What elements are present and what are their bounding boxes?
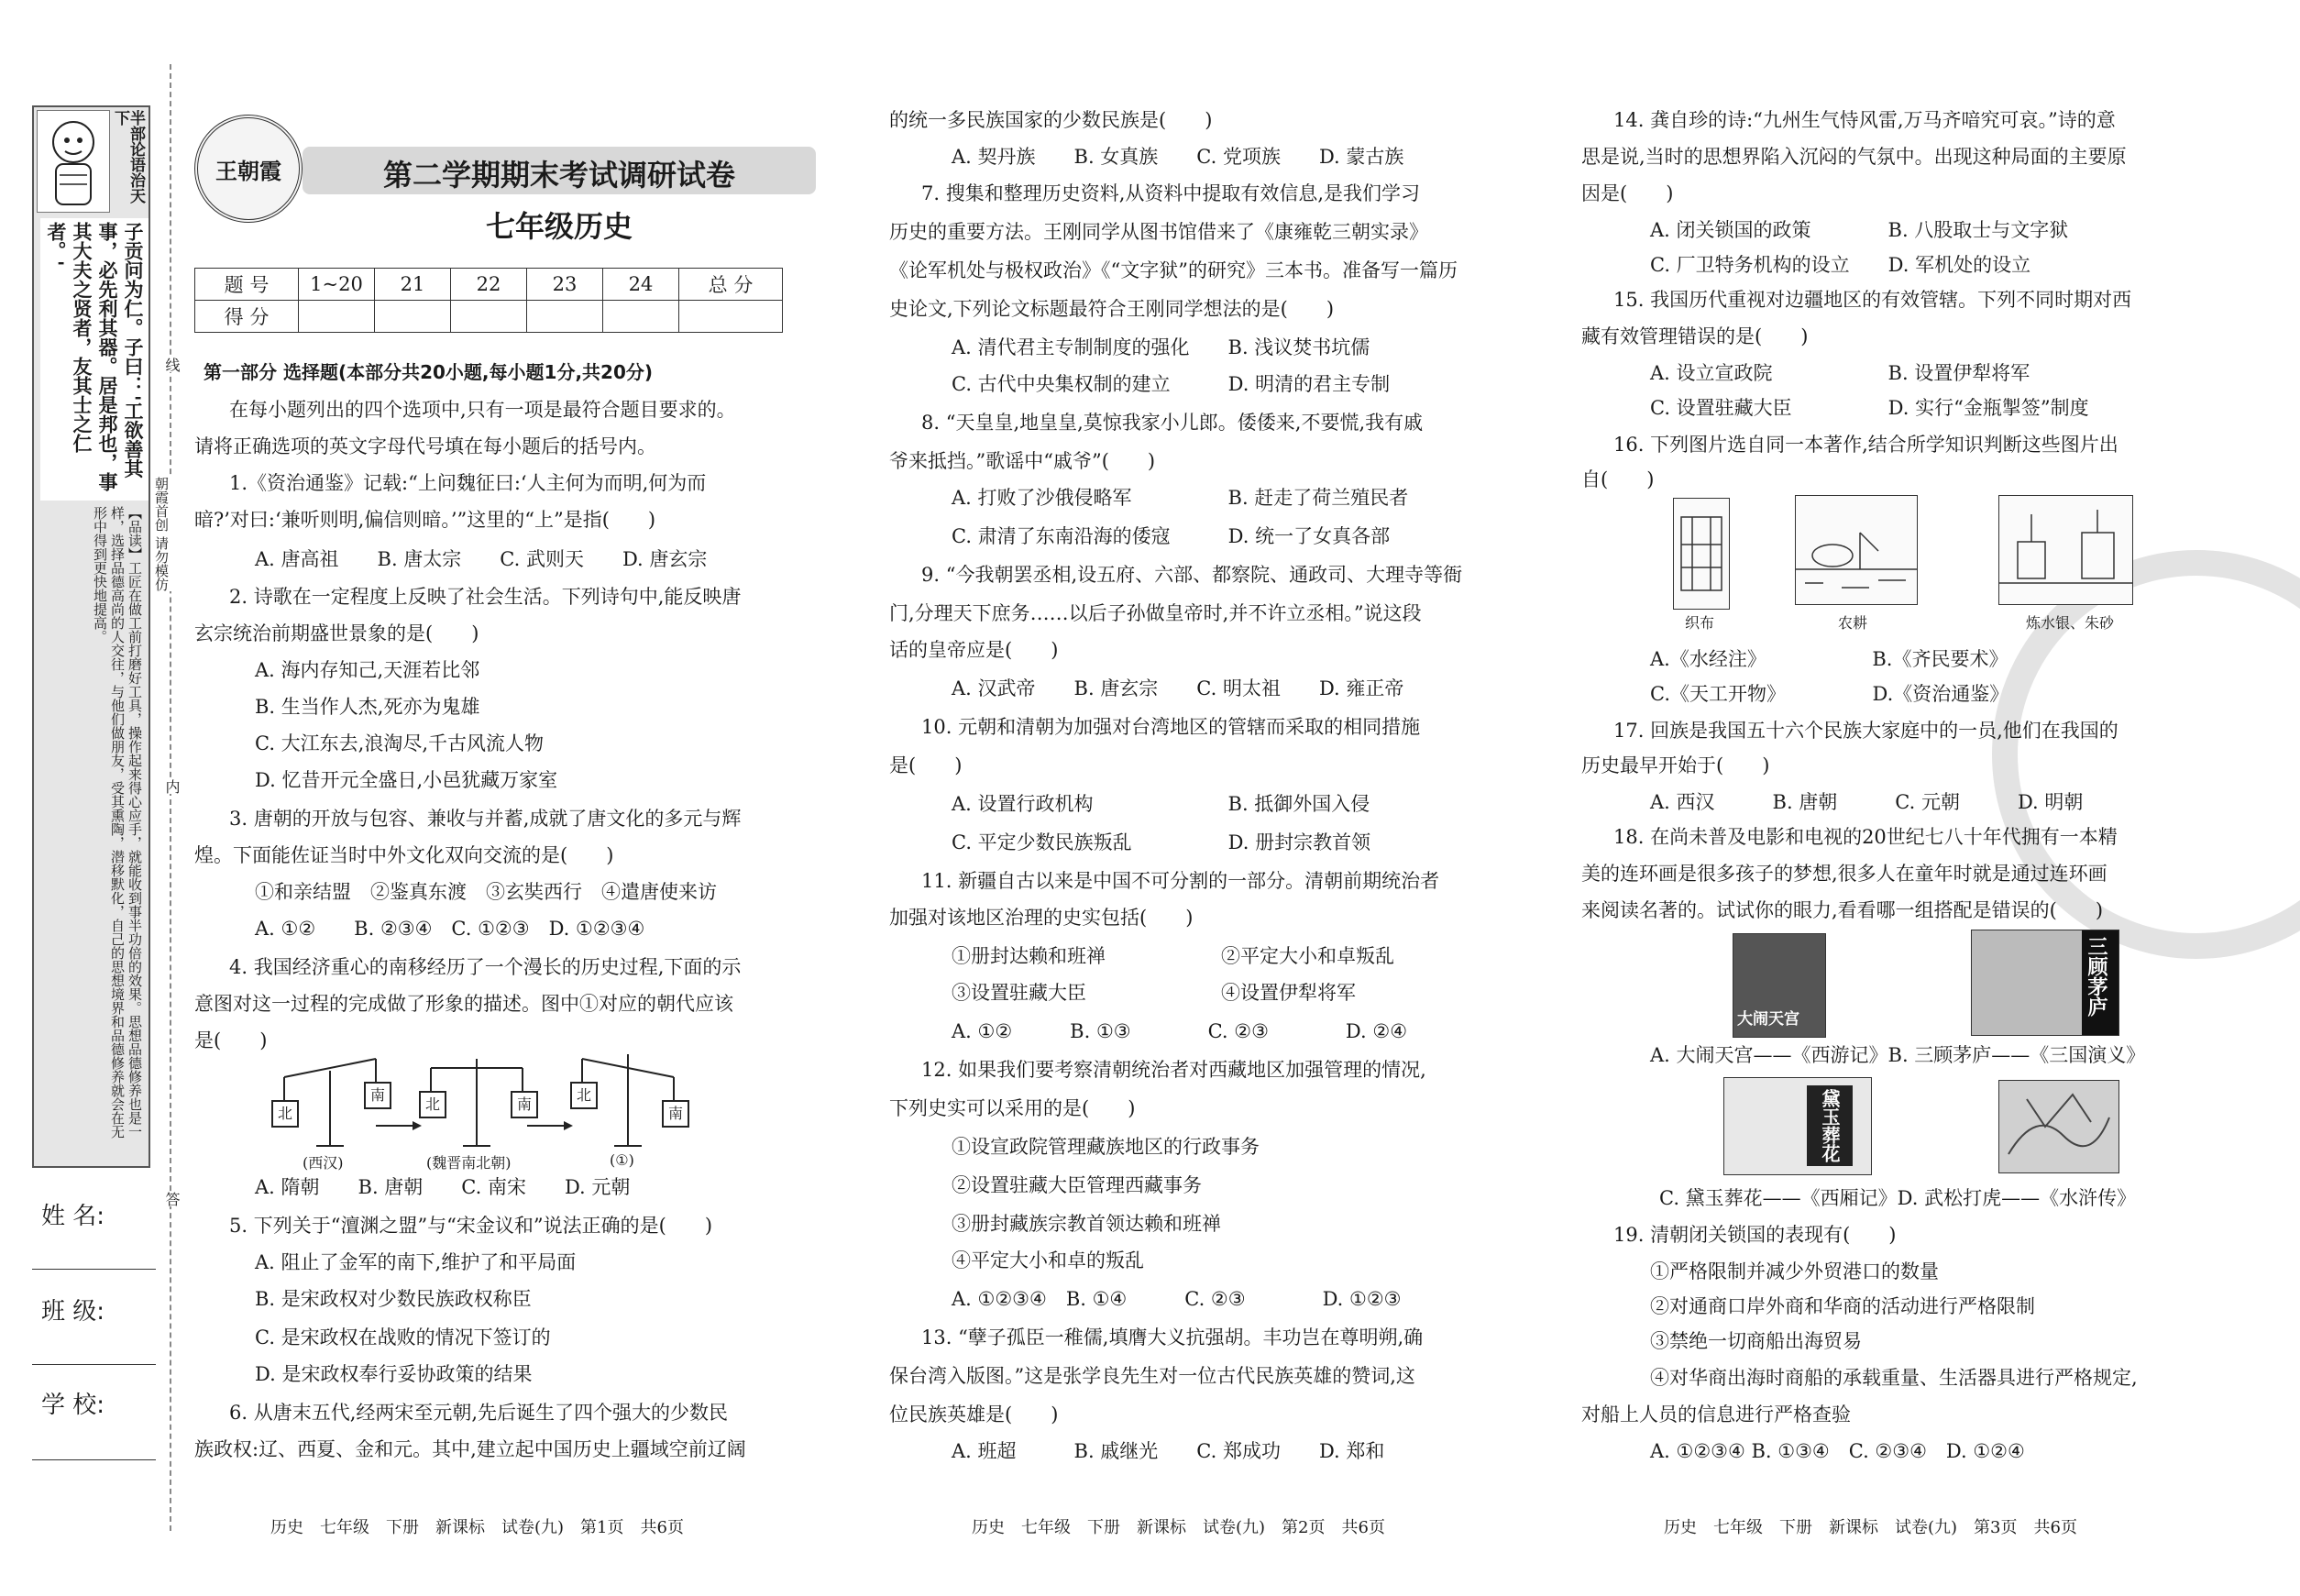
name-field[interactable] [32, 1269, 156, 1270]
tiger-image [1998, 1080, 2119, 1173]
q3-text: 3. 唐朝的开放与包容、兼收与并蓄,成就了唐文化的多元与辉 [229, 808, 742, 830]
q10-options: C. 平定少数民族叛乱 D. 册封宗教首领 [952, 831, 1371, 853]
q7-options: C. 古代中央集权制的建立 D. 明清的君主专制 [952, 373, 1391, 395]
q14-text: 因是( ) [1581, 182, 1674, 204]
q3-items: ①和亲结盟 ②鉴真东渡 ③玄奘西行 ④遣唐使来访 [255, 881, 717, 903]
fold-mark-2: 内 [163, 779, 181, 794]
q10-text: 10. 元朝和清朝为加强对台湾地区的管辖而采取的相同措施 [921, 716, 1421, 738]
q11-text: 加强对该地区治理的史实包括( ) [889, 907, 1194, 929]
balance-label: (魏晋南北朝) [426, 1154, 512, 1172]
q9-text: 9. “今我朝罢丞相,设五府、六部、都察院、通政司、大理寺等衙 [921, 564, 1463, 586]
q12-item: ④平定大小和卓的叛乱 [952, 1249, 1144, 1271]
part1-instruction: 在每小题列出的四个选项中,只有一项是最符合题目要求的。 [229, 399, 736, 421]
score-header-row [195, 269, 783, 301]
q4-text: 是( ) [194, 1029, 268, 1051]
comic-cover-title: 黛玉葬花 [1819, 1089, 1841, 1162]
balance-label: (①) [610, 1151, 634, 1169]
q2-option: C. 大江东去,浪淘尽,千古风流人物 [255, 732, 545, 754]
q19-item: ①严格限制并减少外贸港口的数量 [1650, 1260, 1939, 1282]
balance-south-pan: 南 [511, 1091, 538, 1118]
q14-options: A. 闭关锁国的政策 B. 八股取士与文字狱 [1650, 219, 2069, 241]
exam-subtitle: 七年级历史 [485, 209, 633, 244]
q15-options: C. 设置驻藏大臣 D. 实行“金瓶掣签”制度 [1650, 397, 2089, 419]
q13-text: 位民族英雄是( ) [889, 1403, 1059, 1425]
q18-text: 来阅读名著的。试试你的眼力,看看哪一组搭配是错误的( ) [1581, 899, 2104, 921]
q13-text: 13. “孽子孤臣一稚儒,填膺大义抗强胡。丰功岂在尊明朔,确 [921, 1326, 1424, 1348]
q5-option: B. 是宋政权对少数民族政权称臣 [255, 1288, 532, 1310]
q4-text: 意图对这一过程的完成做了形象的描述。图中①对应的朝代应该 [194, 993, 733, 1015]
q16-options: A.《水经注》 B.《齐民要术》 [1650, 648, 2008, 670]
score-header-cell: 24 [603, 269, 679, 301]
q5-option: C. 是宋政权在战败的情况下签订的 [255, 1326, 551, 1348]
school-label: 学 校: [41, 1392, 105, 1419]
score-cell[interactable] [299, 301, 375, 333]
score-header-cell: 题 号 [195, 269, 299, 301]
logo-text: 王朝霞 [215, 157, 281, 184]
q9-text: 话的皇帝应是( ) [889, 639, 1059, 661]
q7-text: 《论军机处与极权政治》《“文字狱”的研究》三本书。准备写一篇历 [889, 259, 1458, 281]
fold-mark-3: 答 [163, 1192, 181, 1206]
q18-text: 美的连环画是很多孩子的梦想,很多人在童年时就是通过连环画 [1581, 863, 2107, 885]
q9-text: 门,分理天下庶务……以后子孙做皇帝时,并不许立丞相。”说这段 [889, 602, 1422, 624]
class-field[interactable] [32, 1364, 156, 1365]
q12-item: ③册封藏族宗教首领达赖和班禅 [952, 1213, 1221, 1235]
q4-text: 4. 我国经济重心的南移经历了一个漫长的历史过程,下面的示 [229, 956, 742, 978]
score-cell[interactable] [527, 301, 603, 333]
score-header-cell: 22 [451, 269, 527, 301]
q7-text: 7. 搜集和整理历史资料,从资料中提取有效信息,是我们学习 [921, 182, 1421, 204]
q7-options: A. 清代君主专制制度的强化 B. 浅议焚书坑儒 [952, 336, 1370, 358]
q2-option: B. 生当作人杰,死亦为鬼雄 [255, 696, 480, 718]
q3-options: A. ①② B. ②③④ C. ①②③ D. ①②③④ [255, 918, 645, 940]
score-cell[interactable] [679, 301, 783, 333]
q18-text: 18. 在尚未普及电影和电视的20世纪七八十年代拥有一本精 [1613, 826, 2118, 848]
sidebar-quote: 子贡问为仁。子曰：'工欲善其事，必先利其器。居是邦也，事其大夫之贤者，友其士之仁者。' [40, 218, 149, 501]
q8-text: 8. “天皇皇,地皇皇,莫惊我家小儿郎。倭倭来,不要慌,我有戚 [921, 412, 1424, 434]
q6-text: 族政权:辽、西夏、金和元。其中,建立起中国历史上疆域空前辽阔 [194, 1438, 746, 1460]
q6-text: 6. 从唐末五代,经两宋至元朝,先后诞生了四个强大的少数民 [229, 1402, 729, 1424]
q19-item: ②对通商口岸外商和华商的活动进行严格限制 [1650, 1295, 2035, 1317]
q19-item: ③禁绝一切商船出海贸易 [1650, 1330, 1862, 1352]
q8-options: C. 肃清了东南沿海的倭寇 D. 统一了女真各部 [952, 525, 1391, 547]
q15-text: 藏有效管理错误的是( ) [1581, 325, 1809, 347]
q12-item: ①设宣政院管理藏族地区的行政事务 [952, 1136, 1260, 1158]
sidebar-banner: 半部论语治天下 [111, 110, 145, 204]
q14-options: C. 厂卫特务机构的设立 D. 军机处的设立 [1650, 254, 2031, 276]
q1-options: A. 唐高祖 B. 唐太宗 C. 武则天 D. 唐玄宗 [255, 548, 708, 570]
name-label: 姓 名: [41, 1203, 105, 1230]
score-header-cell: 23 [527, 269, 603, 301]
comic-cover-title: 大闹天宫 [1737, 1010, 1799, 1029]
q11-text: 11. 新疆自古以来是中国不可分割的一部分。清朝前期统治者 [921, 870, 1440, 892]
comic-cover-image [1971, 930, 2119, 1036]
q17-text: 历史最早开始于( ) [1581, 754, 1770, 776]
q18-options: C. 黛玉葬花——《西厢记》D. 武松打虎——《水浒传》 [1659, 1187, 2137, 1209]
q1-text: 暗?’对曰:‘兼听则明,偏信则暗。’”这里的“上”是指( ) [194, 509, 656, 531]
balance-north-pan: 北 [570, 1082, 598, 1109]
class-label: 班 级: [41, 1298, 105, 1326]
page-footer: 历史 七年级 下册 新课标 试卷(九) 第1页 共6页 [270, 1518, 684, 1537]
page-footer: 历史 七年级 下册 新课标 试卷(九) 第2页 共6页 [972, 1518, 1385, 1537]
q16-options: C.《天工开物》 D.《资治通鉴》 [1650, 683, 2009, 705]
copyright-note: 朝霞首创 请勿模仿 [153, 477, 170, 591]
q17-text: 17. 回族是我国五十六个民族大家庭中的一员,他们在我国的 [1613, 720, 2118, 742]
score-table [194, 268, 783, 333]
q8-text: 爷来抵挡。”歌谣中“戚爷”( ) [889, 450, 1156, 472]
q7-text: 史论文,下列论文标题最符合王刚同学想法的是( ) [889, 298, 1335, 320]
score-cell[interactable] [375, 301, 451, 333]
q19-text: 19. 清朝闭关锁国的表现有( ) [1613, 1224, 1897, 1246]
score-cell[interactable] [603, 301, 679, 333]
farming-caption: 农耕 [1838, 614, 1868, 632]
school-field[interactable] [32, 1459, 156, 1460]
balance-south-pan: 南 [364, 1082, 391, 1109]
comic-cover-image [1733, 933, 1826, 1038]
q13-options: A. 班超 B. 戚继光 C. 郑成功 D. 郑和 [952, 1440, 1385, 1462]
mercury-caption: 炼水银、朱砂 [2026, 614, 2115, 632]
q14-text: 思是说,当时的思想界陷入沉闷的气氛中。出现这种局面的主要原 [1581, 146, 2127, 168]
q11-items: ③设置驻藏大臣 ④设置伊犁将军 [952, 982, 1356, 1004]
q3-text: 煌。下面能佐证当时中外文化双向交流的是( ) [194, 844, 614, 866]
score-cell[interactable] [451, 301, 527, 333]
q2-text: 玄宗统治前期盛世景象的是( ) [194, 622, 479, 644]
logo-seal [194, 115, 303, 223]
q10-options: A. 设置行政机构 B. 抵御外国入侵 [952, 793, 1370, 815]
fold-line [170, 64, 171, 1531]
sidebar-comment: 【品读】工匠在做工前打磨好工具，操作起来得心应手，就能收到事半功倍的效果。思想品德修养也是一样，选择品德高尚的人交往，与他们做朋友，受其熏陶，潜移默化，自己的思想境界和品德修养就会在无形中得到更快地提高。 [92, 506, 143, 1139]
q18-options: A. 大闹天宫——《西游记》B. 三顾茅庐——《三国演义》 [1650, 1044, 2146, 1066]
fold-mark-1: 线 [163, 358, 181, 372]
q11-items: ①册封达赖和班禅 ②平定大小和卓叛乱 [952, 945, 1394, 967]
balance-north-pan: 北 [419, 1091, 446, 1118]
q19-options: A. ①②③④ B. ①③④ C. ②③④ D. ①②④ [1650, 1440, 2025, 1462]
q2-option: A. 海内存知己,天涯若比邻 [255, 659, 480, 681]
score-header-cell: 21 [375, 269, 451, 301]
q12-text: 下列史实可以采用的是( ) [889, 1097, 1136, 1119]
q5-option: A. 阻止了金军的南下,维护了和平局面 [255, 1251, 577, 1273]
balance-label: (西汉) [303, 1154, 344, 1172]
q10-text: 是( ) [889, 754, 963, 776]
farming-image [1795, 495, 1918, 605]
q19-item: ④对华商出海时商船的承载重量、生活器具进行严格规定, [1650, 1367, 2138, 1389]
part1-heading: 第一部分 选择题(本部分共20小题,每小题1分,共20分) [204, 361, 654, 383]
balance-diagram [266, 1045, 697, 1173]
page-footer: 历史 七年级 下册 新课标 试卷(九) 第3页 共6页 [1664, 1518, 2077, 1537]
q6-text: 的统一多民族国家的少数民族是( ) [889, 109, 1213, 131]
q2-text: 2. 诗歌在一定程度上反映了社会生活。下列诗句中,能反映唐 [229, 586, 742, 608]
q5-text: 5. 下列关于“澶渊之盟”与“宋金议和”说法正确的是( ) [229, 1215, 713, 1237]
q9-options: A. 汉武帝 B. 唐玄宗 C. 明太祖 D. 雍正帝 [952, 677, 1404, 699]
q7-text: 历史的重要方法。王刚同学从图书馆借来了《康雍乾三朝实录》 [889, 221, 1428, 243]
score-header-cell: 1~20 [299, 269, 375, 301]
q2-option: D. 忆昔开元全盛日,小邑犹藏万家室 [255, 769, 558, 791]
weaving-caption: 织布 [1685, 614, 1715, 632]
q12-text: 12. 如果我们要考察清朝统治者对西藏地区加强管理的情况, [921, 1059, 1426, 1081]
weaving-image [1673, 498, 1730, 610]
exam-title: 第二学期期末考试调研试卷 [382, 158, 735, 193]
q13-text: 保台湾入版图。”这是张学良先生对一位古代民族英雄的赞词,这 [889, 1365, 1415, 1387]
q17-options: A. 西汉 B. 唐朝 C. 元朝 D. 明朝 [1650, 791, 2084, 813]
balance-south-pan: 南 [662, 1100, 689, 1128]
comic-cover-image [1723, 1077, 1872, 1175]
q5-option: D. 是宋政权奉行妥协政策的结果 [255, 1363, 533, 1385]
q16-text: 自( ) [1581, 468, 1655, 490]
q15-text: 15. 我国历代重视对边疆地区的有效管辖。下列不同时期对西 [1613, 289, 2132, 311]
q1-text: 1.《资治通鉴》记载:“上问魏征曰:‘人主何为而明,何为而 [229, 472, 707, 494]
q11-options: A. ①② B. ①③ C. ②③ D. ②④ [952, 1020, 1408, 1042]
score-row [195, 301, 783, 333]
balance-north-pan: 北 [271, 1100, 299, 1128]
mercury-image [1998, 495, 2133, 605]
q14-text: 14. 龚自珍的诗:“九州生气恃风雷,万马齐喑究可哀。”诗的意 [1613, 109, 2116, 131]
score-header-cell: 总 分 [679, 269, 783, 301]
score-row-label: 得 分 [195, 301, 299, 333]
part1-instruction: 请将正确选项的英文字母代号填在每小题后的括号内。 [194, 435, 656, 457]
mascot-image [37, 110, 110, 213]
q4-options: A. 隋朝 B. 唐朝 C. 南宋 D. 元朝 [255, 1176, 631, 1198]
q15-options: A. 设立宣政院 B. 设置伊犁将军 [1650, 362, 2030, 384]
q16-text: 16. 下列图片选自同一本著作,结合所学知识判断这些图片出 [1613, 434, 2118, 456]
q8-options: A. 打败了沙俄侵略军 B. 赶走了荷兰殖民者 [952, 487, 1409, 509]
q12-options: A. ①②③④ B. ①④ C. ②③ D. ①②③ [952, 1288, 1402, 1310]
q6-options: A. 契丹族 B. 女真族 C. 党项族 D. 蒙古族 [952, 146, 1404, 168]
q12-item: ②设置驻藏大臣管理西藏事务 [952, 1174, 1202, 1196]
comic-cover-title: 三顾茅庐 [2085, 936, 2108, 1017]
q19-item: 对船上人员的信息进行严格查验 [1581, 1403, 1851, 1425]
